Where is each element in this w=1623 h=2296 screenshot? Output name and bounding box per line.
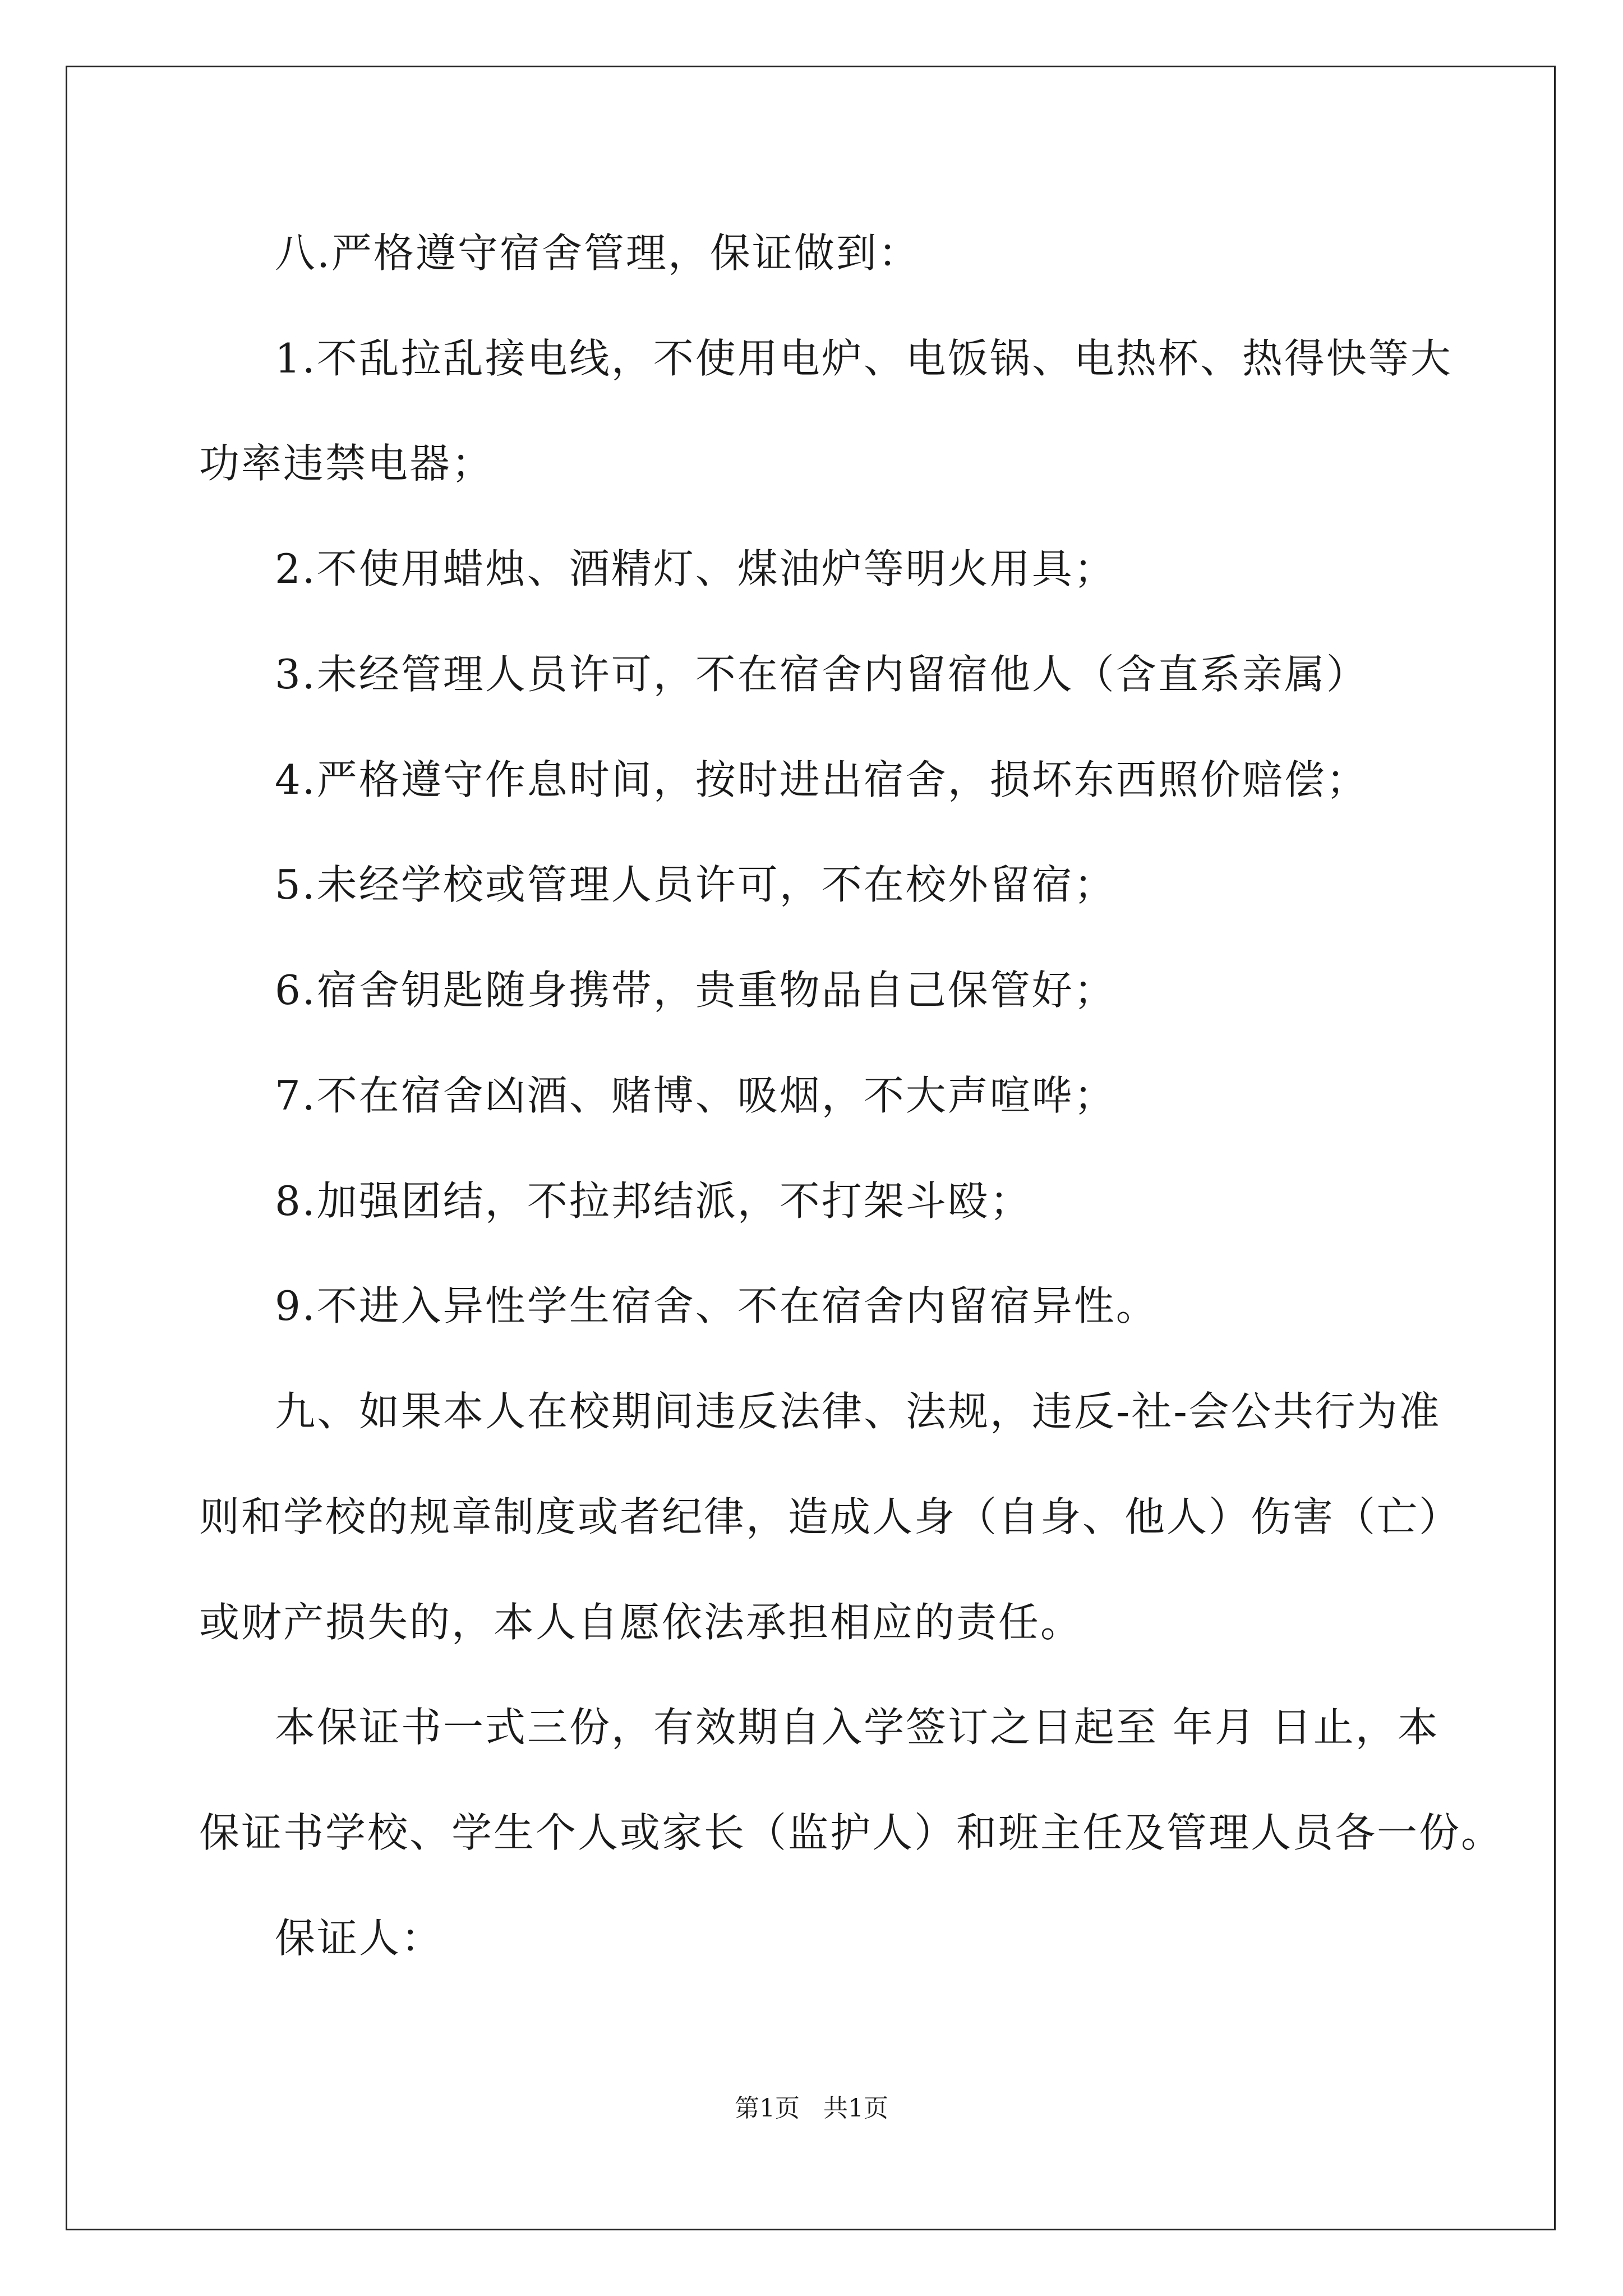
page-border [66,66,1556,2230]
paragraph-rule-4: 4.严格遵守作息时间，按时进出宿舍，损坏东西照价赔偿； [275,756,1368,803]
paragraph-rule-3: 3.未经管理人员许可，不在宿舍内留宿他人（含直系亲属） [275,651,1368,698]
paragraph-rule-6: 6.宿舍钥匙随身携带，贵重物品自己保管好； [275,967,1116,1014]
paragraph-rule-2: 2.不使用蜡烛、酒精灯、煤油炉等明火用具； [275,545,1116,592]
paragraph-section-9-cont-1: 则和学校的规章制度或者纪律，造成人身（自身、他人）伤害（亡） [199,1493,1461,1540]
paragraph-rule-8: 8.加强团结，不拉邦结派，不打架斗殴； [275,1177,1032,1225]
paragraph-rule-1-cont: 功率违禁电器； [199,440,494,487]
paragraph-rule-9: 9.不进入异性学生宿舍、不在宿舍内留宿异性。 [275,1282,1158,1329]
paragraph-rule-7: 7.不在宿舍凶酒、赌博、吸烟，不大声喧哗； [275,1072,1116,1119]
paragraph-rule-5: 5.未经学校或管理人员许可，不在校外留宿； [275,861,1116,908]
page-number-footer: 第1页 共1页 [735,2094,888,2123]
paragraph-rule-1: 1.不乱拉乱接电线，不使用电炉、电饭锅、电热杯、热得快等大 [275,335,1453,382]
paragraph-validity: 本保证书一式三份，有效期自入学签订之日起至 年月 日止，本 [275,1704,1440,1751]
paragraph-guarantor: 保证人： [275,1915,444,1962]
paragraph-section-8-heading: 八.严格遵守宿舍管理，保证做到： [275,229,920,277]
paragraph-section-9: 九、如果本人在校期间违反法律、法规，违反-社-会公共行为准 [275,1388,1441,1435]
paragraph-section-9-cont-2: 或财产损失的，本人自愿依法承担相应的责任。 [199,1599,1083,1646]
paragraph-validity-cont: 保证书学校、学生个人或家长（监护人）和班主任及管理人员各一份。 [199,1809,1504,1856]
